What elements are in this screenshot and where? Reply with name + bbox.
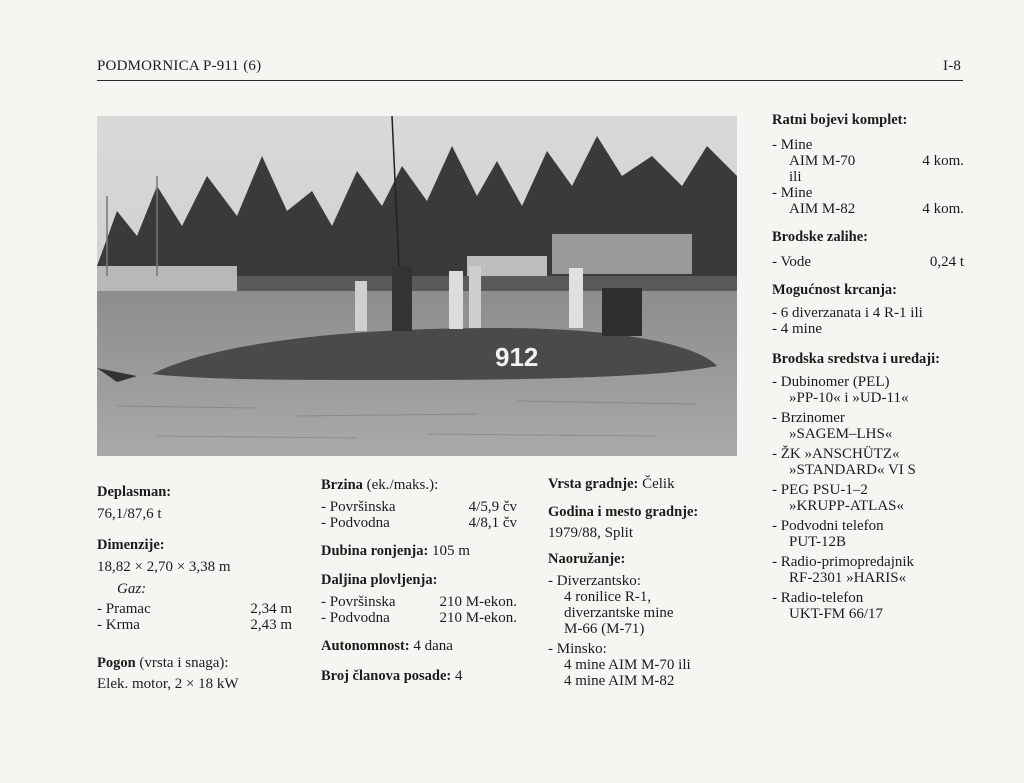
list-item: - Brzinomer »SAGEM–LHS« — [772, 410, 893, 442]
column-2 — [321, 477, 517, 684]
list-item: - Podvodni telefon PUT-12B — [772, 518, 884, 550]
list-item: - Radio-telefon UKT-FM 66/17 — [772, 590, 884, 622]
daljina-label: Daljina plovljenja: — [321, 572, 438, 588]
ratni-row: AIM M-82 4 kom. — [789, 201, 964, 217]
page-number: I-8 — [943, 58, 962, 74]
list-item: - ŽK »ANSCHÜTZ« »STANDARD« VI S — [772, 446, 916, 478]
gaz-row: - Krma 2,43 m — [97, 617, 292, 633]
daljina-row: - Podvodna 210 M-ekon. — [321, 610, 517, 626]
dimenzije-label: Dimenzije: — [97, 537, 165, 553]
naoruzanje-item: - Minsko: — [548, 641, 607, 657]
gaz-label: Gaz: — [117, 581, 147, 597]
zalihe-label: Brodske zalihe: — [772, 229, 868, 245]
zalihe-row: - Vode 0,24 t — [772, 254, 964, 270]
daljina-row: - Površinska 210 M-ekon. — [321, 594, 517, 610]
ratni-label: Ratni bojevi komplet: — [772, 112, 908, 128]
pogon-value: Elek. motor, 2 × 18 kW — [97, 676, 239, 692]
godina-value: 1979/88, Split — [548, 525, 634, 541]
column-4: Ratni bojevi komplet: - Mine AIM M-70 4 kom. ili - Mine AIM M-82 4 kom. Brodske zalihe: - Vode 0,24 t Mogućnost krcanja: - 6 diverzanata i 4 R-1 ili - 4 mine Brodska sredstva i uređaji: - Dubinomer (PEL) »PP-10« i »UD-11« - Brzinomer »SAGEM–LHS« - ŽK »ANSCHÜTZ« »STANDARD« VI S - PEG PSU-1–2 »KRUPP-ATLAS« - Podvodni telefon PUT-12B - Radio-primopredajnik RF-2301 »HARIS« - Radio-telefon UKT-FM 66/17 — [772, 112, 964, 622]
vrsta-line: Vrsta gradnje: Čelik — [548, 476, 675, 492]
naoruzanje-label: Naoružanje: — [548, 551, 626, 567]
ratni-row: AIM M-70 4 kom. — [789, 153, 964, 169]
list-item: - Radio-primopredajnik RF-2301 »HARIS« — [772, 554, 915, 586]
deplasman-value: 76,1/87,6 t — [97, 506, 162, 522]
column-1 — [97, 484, 292, 692]
list-item: - PEG PSU-1–2 »KRUPP-ATLAS« — [772, 482, 905, 514]
autonomnost-line: Autonomnost: 4 dana — [321, 638, 453, 654]
page-header-title: PODMORNICA P-911 (6) — [97, 58, 262, 74]
dubina-line: Dubina ronjenja: 105 m — [321, 543, 470, 559]
krcanje-label: Mogućnost krcanja: — [772, 282, 897, 298]
dimenzije-value: 18,82 × 2,70 × 3,38 m — [97, 559, 231, 575]
deplasman-label: Deplasman: — [97, 484, 172, 500]
column-3: Vrsta gradnje: Čelik Godina i mesto gradnje: 1979/88, Split Naoružanje: - Diverzantsko: 4 ronilice R-1, diverzantske mine M-66 (M-71) - Minsko: 4 mine AIM M-70 ili 4 mine AIM M-82 — [548, 476, 748, 689]
posada-line: Broj članova posade: 4 — [321, 668, 463, 684]
list-item: - Dubinomer (PEL) »PP-10« i »UD-11« — [772, 374, 909, 406]
sredstva-list — [772, 374, 964, 622]
naoruzanje-item: - Diverzantsko: — [548, 573, 641, 589]
sredstva-label: Brodska sredstva i uređaji: — [772, 351, 940, 367]
header-rule — [97, 80, 963, 81]
hull-number: 912 — [495, 342, 539, 372]
gaz-row: - Pramac 2,34 m — [97, 601, 292, 617]
godina-label: Godina i mesto gradnje: — [548, 504, 699, 520]
pogon-heading: Pogon (vrsta i snaga): — [97, 655, 229, 671]
brzina-row: - Površinska 4/5,9 čv — [321, 499, 517, 515]
brzina-heading: Brzina (ek./maks.): — [321, 477, 439, 493]
brzina-row: - Podvodna 4/8,1 čv — [321, 515, 517, 531]
submarine-photo — [97, 116, 737, 456]
